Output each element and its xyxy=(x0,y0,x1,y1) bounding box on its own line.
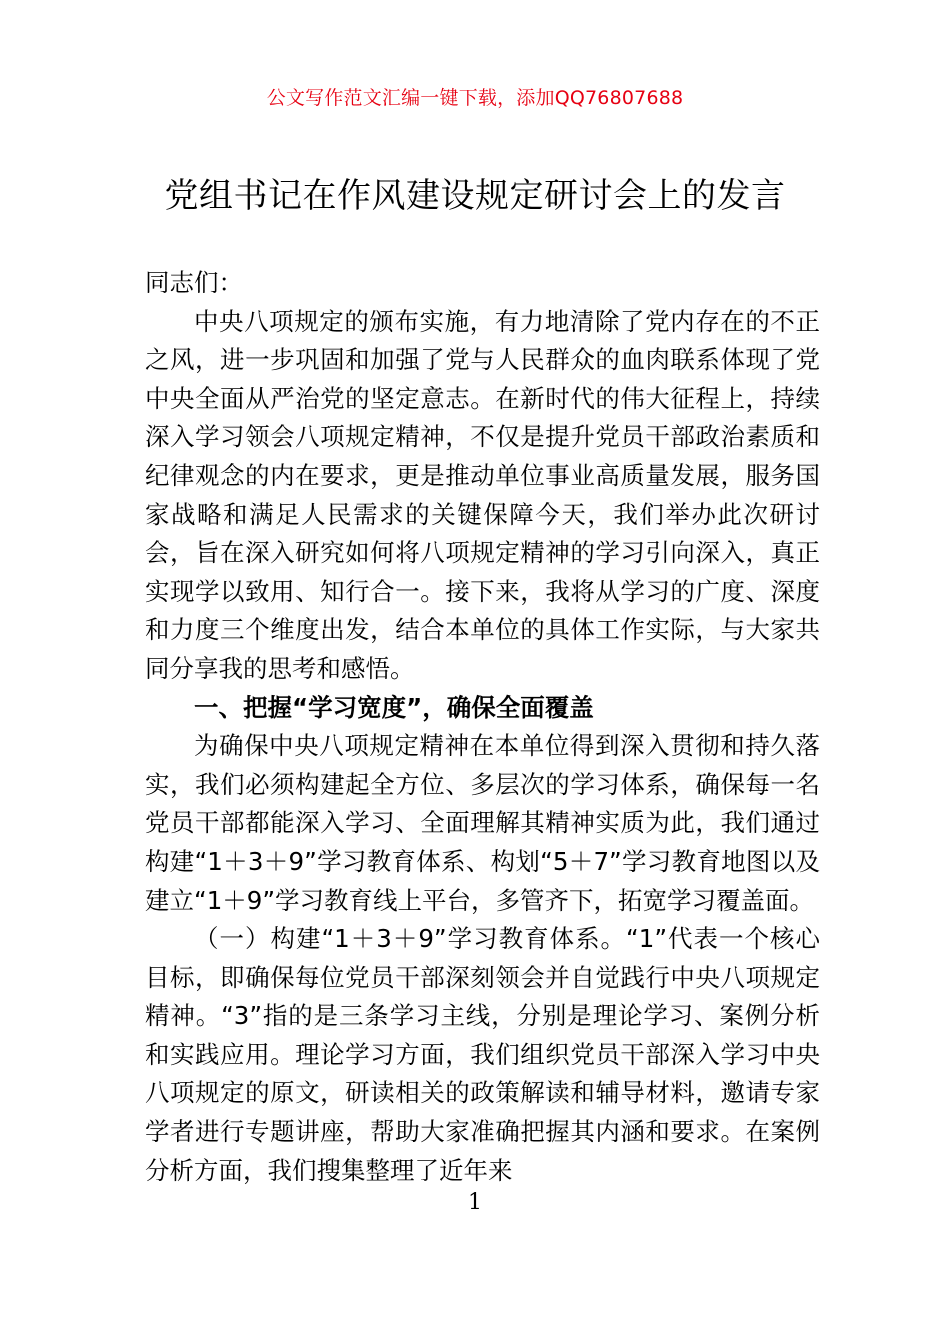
paragraph-intro: 中央八项规定的颁布实施，有力地清除了党内存在的不正之风，进一步巩固和加强了党与人民群众的血肉联系体现了党中央全面从严治党的坚定意志。在新时代的伟大征程上，持续深入学习领会八项规定精神，不仅是提升党员干部政治素质和纪律观念的内在要求，更是推动单位事业高质量发展，服务国家战略和满足人民需求的关键保障今天，我们举办此次研讨会，旨在深入研究如何将八项规定精神的学习引向深入，真正实现学以致用、知行合一。接下来，我将从学习的广度、深度和力度三个维度出发，结合本单位的具体工作实际，与大家共同分享我的思考和感悟。 xyxy=(145,306,820,683)
document-body xyxy=(145,264,820,1190)
page-number: 1 xyxy=(468,1190,482,1215)
document-title: 党组书记在作风建设规定研讨会上的发言 xyxy=(164,176,786,216)
paragraph-subsection-one: （一）构建“1＋3＋9”学习教育体系。“1”代表一个核心目标，即确保每位党员干部深刻领会并自觉践行中央八项规定精神。“3”指的是三条学习主线，分别是理论学习、案例分析和实践应用。理论学习方面，我们组织党员干部深入学习中央八项规定的原文，研读相关的政策解读和辅导材料，邀请专家学者进行专题讲座，帮助大家准确把握其内涵和要求。在案例分析方面，我们搜集整理了近年来 xyxy=(145,924,820,1185)
download-banner: 公文写作范文汇编一键下载，添加QQ76807688 xyxy=(266,87,684,109)
section-heading: 一、把握“学习宽度”，确保全面覆盖 xyxy=(194,692,594,722)
salutation: 同志们： xyxy=(145,268,243,297)
paragraph-section-overview: 为确保中央八项规定精神在本单位得到深入贯彻和持久落实，我们必须构建起全方位、多层次的学习体系，确保每一名党员干部都能深入学习、全面理解其精神实质为此，我们通过构建“1＋3＋9”学习教育体系、构划“5＋7”学习教育地图以及建立“1＋9”学习教育线上平台，多管齐下，拓宽学习覆盖面。 xyxy=(145,731,820,915)
